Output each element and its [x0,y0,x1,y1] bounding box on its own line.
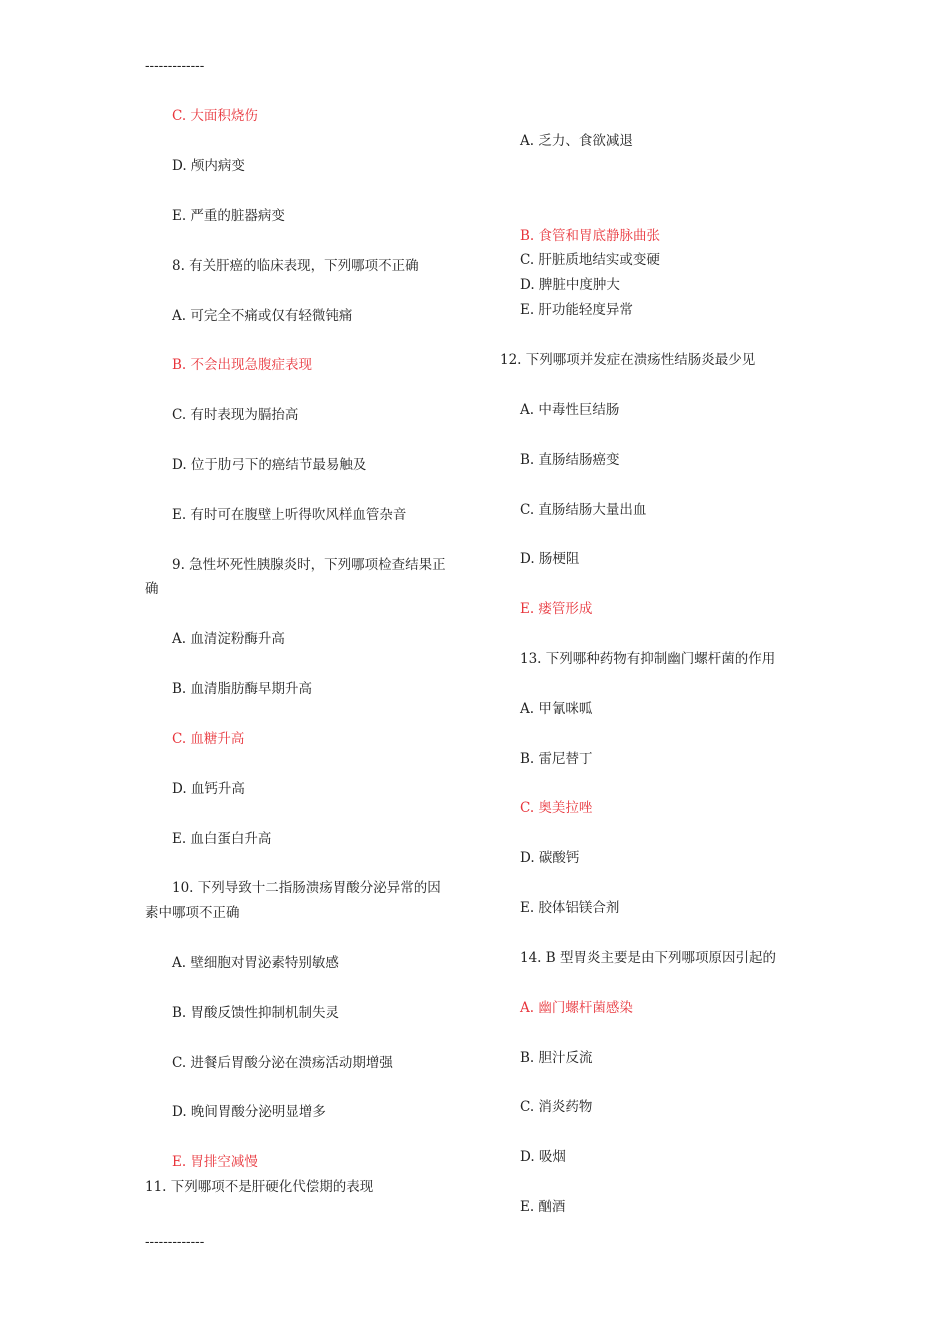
q8-option-e: E. 有时可在腹壁上听得吹风样血管杂音 [172,507,407,523]
q14-option-b: B. 胆汁反流 [520,1050,593,1066]
q10-question-line1: 10. 下列导致十二指肠溃疡胃酸分泌异常的因 [172,880,441,896]
q11-question: 11. 下列哪项不是肝硬化代偿期的表现 [145,1179,374,1195]
q8-option-d: D. 位于肋弓下的癌结节最易触及 [172,457,367,473]
q9-option-e: E. 血白蛋白升高 [172,831,272,847]
q9-option-c: C. 血糖升高 [172,731,245,747]
q9-option-d: D. 血钙升高 [172,781,245,797]
q12-option-d: D. 肠梗阻 [520,551,580,567]
q13-option-b: B. 雷尼替丁 [520,751,593,767]
q11-option-b: B. 食管和胃底静脉曲张 [520,228,661,244]
q10-option-d: D. 晚间胃酸分泌明显增多 [172,1104,326,1120]
q10-option-c: C. 进餐后胃酸分泌在溃疡活动期增强 [172,1055,393,1071]
q11-option-c: C. 肝脏质地结实或变硬 [520,252,660,268]
q9-question-line2: 确 [145,581,159,597]
q12-option-b: B. 直肠结肠癌变 [520,452,620,468]
q14-question: 14. B 型胃炎主要是由下列哪项原因引起的 [520,950,776,966]
q13-option-c: C. 奥美拉唑 [520,800,593,816]
q10-option-a: A. 壁细胞对胃泌素特别敏感 [172,955,339,971]
q12-option-a: A. 中毒性巨结肠 [520,402,620,418]
q14-option-c: C. 消炎药物 [520,1099,593,1115]
q13-question: 13. 下列哪种药物有抑制幽门螺杆菌的作用 [520,651,776,667]
q14-option-d: D. 吸烟 [520,1149,566,1165]
q8-option-b: B. 不会出现急腹症表现 [172,357,313,373]
q9-option-a: A. 血清淀粉酶升高 [172,631,285,647]
q13-option-e: E. 胶体铝镁合剂 [520,900,620,916]
q10-option-b: B. 胃酸反馈性抑制机制失灵 [172,1005,340,1021]
q7-option-c: C. 大面积烧伤 [172,108,258,124]
q11-option-e: E. 肝功能轻度异常 [520,302,633,318]
q14-option-e: E. 酗酒 [520,1199,566,1215]
q10-option-e: E. 胃排空减慢 [172,1154,258,1170]
q13-option-d: D. 碳酸钙 [520,850,580,866]
q8-option-a: A. 可完全不痛或仅有轻微钝痛 [172,308,353,324]
q12-option-c: C. 直肠结肠大量出血 [520,502,647,518]
q13-option-a: A. 甲氰咪呱 [520,701,593,717]
q14-option-a: A. 幽门螺杆菌感染 [520,1000,633,1016]
q7-option-e: E. 严重的脏器病变 [172,208,285,224]
q9-option-b: B. 血清脂肪酶早期升高 [172,681,313,697]
q9-question-line1: 9. 急性坏死性胰腺炎时，下列哪项检查结果正 [172,557,446,573]
q10-question-line2: 素中哪项不正确 [145,905,240,921]
q11-option-d: D. 脾脏中度肿大 [520,277,620,293]
q12-question: 12. 下列哪项并发症在溃疡性结肠炎最少见 [500,352,756,368]
footer-rule: ------------- [145,1234,205,1250]
q11-option-a: A. 乏力、食欲减退 [520,133,633,149]
q7-option-d: D. 颅内病变 [172,158,245,174]
q8-question: 8. 有关肝癌的临床表现，下列哪项不正确 [172,258,419,274]
q12-option-e: E. 瘘管形成 [520,601,593,617]
header-rule: ------------- [145,58,205,74]
q8-option-c: C. 有时表现为膈抬高 [172,407,299,423]
